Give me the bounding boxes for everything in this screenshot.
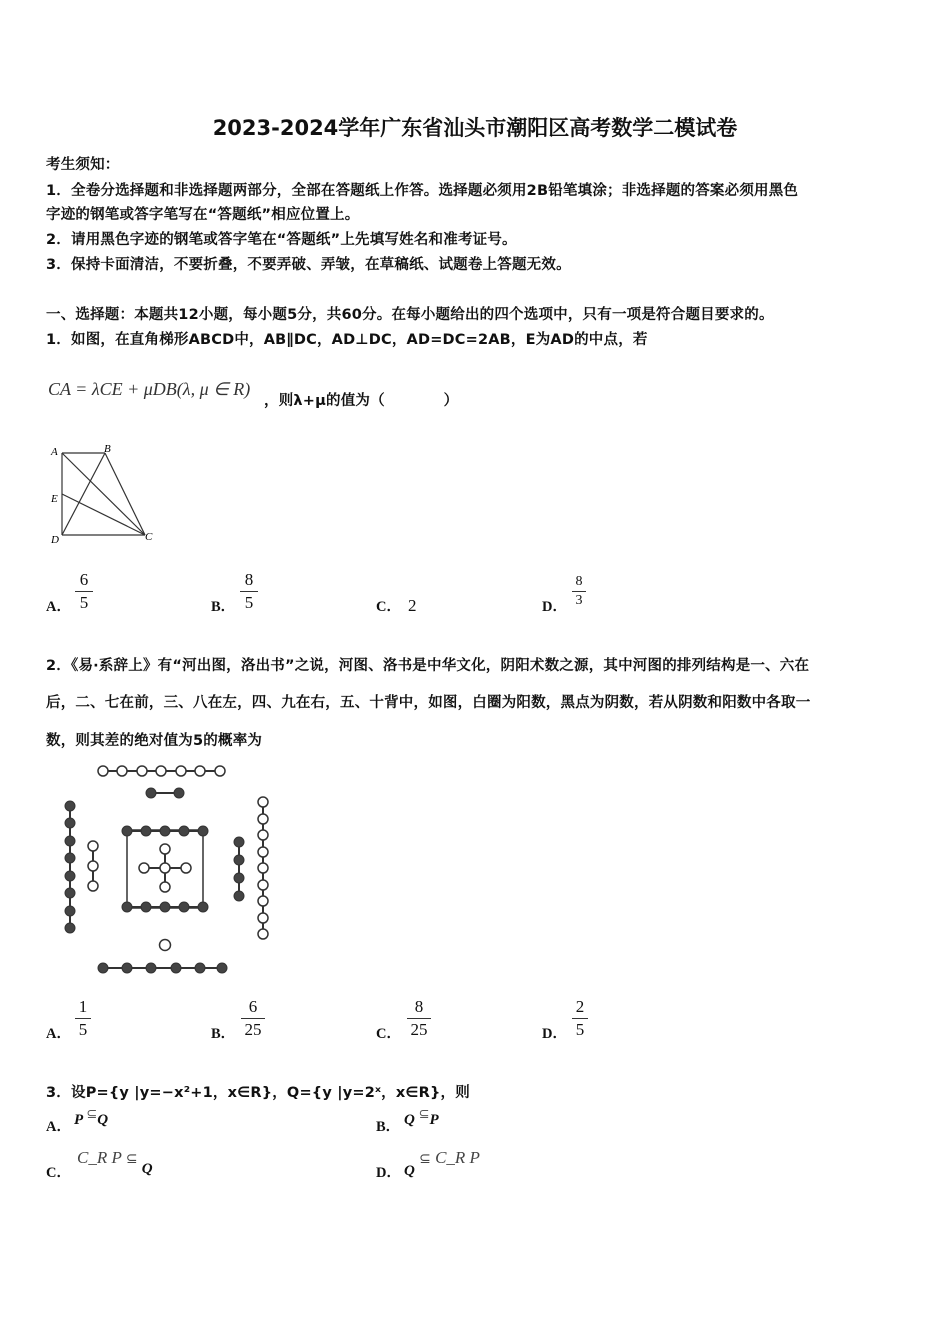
set-right: Q — [97, 1112, 109, 1128]
subset-symbol: ⊆ — [418, 1106, 430, 1121]
subset-symbol: ⊆ — [86, 1106, 98, 1121]
label-d: D — [51, 534, 59, 546]
numerator: 2 — [575, 997, 585, 1016]
denominator: 5 — [244, 593, 254, 612]
q3-option-b-value[interactable] — [404, 1106, 439, 1129]
q1-tail: ，则λ+μ的值为（ ） — [264, 393, 459, 409]
q3-option-a-letter[interactable]: A． — [46, 1119, 71, 1135]
q1-trapezoid-figure — [46, 440, 166, 550]
numerator: 6 — [248, 997, 258, 1016]
q2-option-b-letter[interactable]: B． — [211, 1026, 236, 1042]
hetu-diagram — [50, 758, 290, 980]
complement-set: C_R P — [77, 1148, 122, 1167]
q1-option-b-value[interactable] — [240, 570, 258, 613]
set-right: Q — [141, 1161, 153, 1177]
q1-option-c-value[interactable]: 2 — [408, 596, 417, 615]
q2-option-d-value[interactable] — [572, 997, 588, 1040]
subset-symbol: ⊆ — [419, 1152, 431, 1167]
q2-line-1: 2．《易·系辞上》有“河出图，洛出书”之说，河图、洛书是中华文化，阴阳术数之源，其中河图的排列结构是一、六在 — [46, 658, 810, 674]
denominator: 5 — [79, 593, 89, 612]
q1-stem: 1．如图，在直角梯形ABCD中，AB∥DC，AD⊥DC，AD=DC=2AB，E为AD的中点，若 — [46, 332, 648, 348]
page-title: 2023-2024学年广东省汕头市潮阳区高考数学二模试卷 — [212, 116, 738, 140]
q1-option-b-letter[interactable]: B． — [211, 599, 236, 615]
q3-option-c-value[interactable] — [77, 1148, 153, 1177]
q3-option-a-value[interactable] — [74, 1106, 109, 1129]
notice-line-3: 3．保持卡面清洁，不要折叠，不要弄破、弄皱，在草稿纸、试题卷上答题无效。 — [46, 257, 571, 273]
q1-option-d-value[interactable] — [572, 574, 586, 609]
q3-option-d-letter[interactable]: D． — [376, 1165, 401, 1181]
q1-option-c-letter[interactable]: C． — [376, 599, 401, 615]
section-heading: 一、选择题：本题共12小题，每小题5分，共60分。在每小题给出的四个选项中，只有一项是符合题目要求的。 — [46, 307, 774, 323]
set-left: Q — [404, 1112, 415, 1128]
q1-formula: CA = λCE + μDB(λ, μ ∈ R) — [48, 379, 251, 399]
label-c: C — [145, 531, 153, 543]
q3-stem: 3．设P={y |y=−x²+1，x∈R}，Q={y |y=2ˣ，x∈R}，则 — [46, 1085, 470, 1101]
subset-symbol: ⊆ — [125, 1152, 138, 1167]
notice-line-1a: 1．全卷分选择题和非选择题两部分，全部在答题纸上作答。选择题必须用2B铅笔填涂；非选择题的答案必须用黑色 — [46, 183, 799, 199]
denominator: 5 — [575, 1020, 585, 1039]
notice-heading: 考生须知： — [46, 157, 120, 173]
q3-option-d-value[interactable] — [404, 1148, 480, 1179]
q2-option-a-value[interactable] — [75, 997, 91, 1040]
q3-option-c-letter[interactable]: C． — [46, 1165, 71, 1181]
q2-option-b-value[interactable] — [241, 997, 265, 1040]
denominator: 3 — [575, 593, 583, 608]
q2-line-2: 后，二、七在前，三、八在左，四、九在右，五、十背中，如图，白圈为阳数，黑点为阴数，若从阴数和阳数中各取一 — [46, 695, 811, 711]
denominator: 5 — [78, 1020, 88, 1039]
complement-set: C_R P — [435, 1148, 480, 1167]
q2-option-c-letter[interactable]: C． — [376, 1026, 401, 1042]
label-b: B — [104, 443, 111, 455]
set-left: Q — [404, 1163, 415, 1179]
numerator: 1 — [78, 997, 88, 1016]
label-a: A — [51, 446, 58, 458]
numerator: 8 — [244, 570, 254, 589]
q1-option-a-value[interactable] — [75, 570, 93, 613]
denominator: 25 — [244, 1020, 262, 1039]
q2-option-c-value[interactable] — [407, 997, 431, 1040]
set-right: P — [429, 1112, 439, 1128]
q2-line-3: 数，则其差的绝对值为5的概率为 — [46, 733, 263, 749]
notice-line-2: 2．请用黑色字迹的钢笔或答字笔在“答题纸”上先填写姓名和准考证号。 — [46, 232, 517, 248]
denominator: 25 — [410, 1020, 428, 1039]
q3-option-b-letter[interactable]: B． — [376, 1119, 401, 1135]
numerator: 6 — [79, 570, 89, 589]
q2-option-a-letter[interactable]: A． — [46, 1026, 71, 1042]
numerator: 8 — [414, 997, 424, 1016]
set-left: P — [74, 1112, 83, 1128]
label-e: E — [51, 493, 58, 505]
notice-line-1b: 字迹的钢笔或答字笔写在“答题纸”相应位置上。 — [46, 207, 360, 223]
q1-option-d-letter[interactable]: D． — [542, 599, 567, 615]
q2-option-d-letter[interactable]: D． — [542, 1026, 567, 1042]
q1-option-a-letter[interactable]: A． — [46, 599, 71, 615]
numerator: 8 — [575, 574, 583, 589]
